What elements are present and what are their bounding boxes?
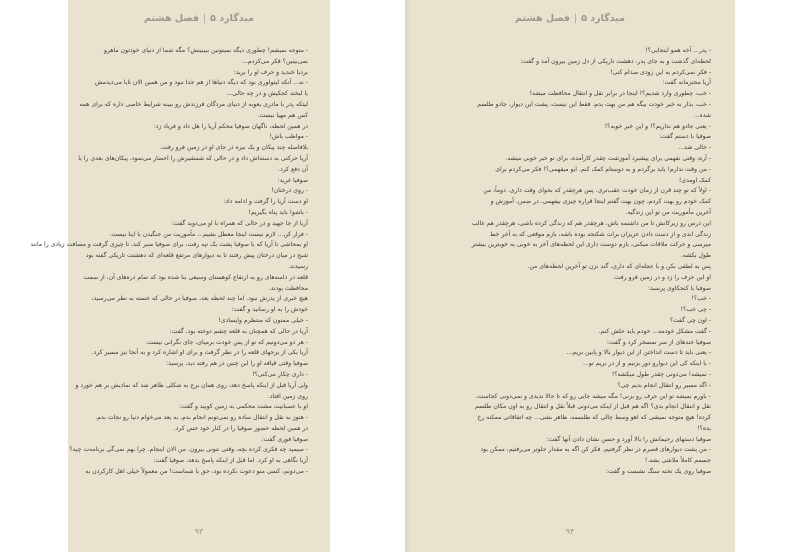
text-line: صوفیا دستهای رحیمانش را بالا آورد و حسن نشان دادن آنها گفت:: [546, 435, 711, 443]
text-line: بده؟!: [697, 424, 711, 432]
text-line: - چی خب؟!: [680, 306, 711, 314]
page-body-text: [431, 46, 711, 478]
text-line: - اگه مسیر رو انتقال انجام بدیم چی؟: [617, 381, 711, 389]
text-line: - من پشت دیوارهای قصرم در نظر گرفتیم. فکر کن اگه به مقدار جلوتر می‌رفتیم، ممکن بود: [480, 446, 711, 454]
text-line: - اون چی گفت؟: [669, 316, 711, 324]
text-line: در همین لحظه حضور صوفیا را در کنار خود حس کرد.: [173, 424, 308, 432]
page-number: ۹۳: [194, 527, 204, 536]
text-line: - پدر... آخه همو اینجایی؟!: [645, 47, 711, 54]
text-line: - خالی شد...: [678, 144, 711, 152]
text-line: - خب؟!: [691, 295, 711, 303]
text-line: - فرار کن... لازم نیست اینجا معطل بشیم... مأموریت من جنگیدن با اینا نیست.: [109, 230, 308, 238]
text-line: آخرین مأموریت من تو این زندگیه.: [625, 208, 711, 216]
left-book-page: [30, 0, 330, 552]
text-line: او این حرف را زد و در زمین فرو رفت.: [612, 273, 711, 281]
text-line: - گفت مشکل خودمه... خودم باید حلش کنم.: [598, 327, 711, 335]
text-line: پس به لطفی بکن و با عجله‌ای که داری، گند نزن تو آخرین لحظه‌های من.: [527, 262, 711, 270]
text-line: - آره، وقتی نفهمی برای پیشبرد آموزشت چقدر کارآمده، برای تو خبر خوبی میشه.: [505, 154, 711, 162]
text-line: صوفیا روی یک تخته سنگ نشست و گفت:: [606, 468, 711, 476]
text-line: زندگی اندی و از دست دادن عزیزان برات شکنجه بوده باشه، بازم موقعی که به آخر خط: [489, 230, 711, 238]
text-line: بردیا خندید و حرف او را برید:: [233, 68, 308, 76]
page-header: [68, 13, 330, 24]
text-line: کرده! هیچ متوجه نمیشی که اهو وسط چالی که طلسمه، ظاهر بشی... چه اتفاقاتی ممکنه رخ: [477, 414, 711, 422]
text-line: - یعنی جادو هم نداریم؟! و این خبر خوبه؟!: [604, 122, 711, 130]
text-line: او با عصبانیت مشت محکمی به زمین کوبید و گفت:: [179, 403, 308, 411]
text-line: - اولاً که تو چند قرن از زمان خودت عقب‌تری. پس هرچقدر که بخوای وقت داری. دوماً، من: [483, 187, 711, 195]
text-line: کمک خودم رو بهت کردم، چون بهت گفتم اینجا قراره چیزی بیفهمی. در ضمن، آموزش و: [490, 198, 711, 206]
text-line: او بمحاشی تا آریا که با صوفیا پشت یک تپه رفت، برای صوفیا صبر کند، تا چیزی گرفت و مسافت زیادی را مانند: [30, 241, 308, 249]
right-book-page: [405, 0, 735, 552]
text-line: - باورم نمیشه تو این حرف رو بزنی! مگه میشه جایی رو که تا حالا ندیدی و نمی‌دونی کجاست،: [475, 392, 711, 400]
text-line: آریا یکی از برجهای قلعه را در نظر گرفت و برای او اشاره کرد و به آنجا نیز مسیر کرد.: [91, 349, 308, 357]
text-line: آریا محترمانه گفت:: [662, 79, 711, 87]
header-title: میدگارد ۵: [581, 13, 625, 24]
text-line: - خیلی ممنون که منتظرم وایسادی!: [218, 316, 308, 324]
text-line: شبح در میان درختان پیش رفتند تا به دیوارهای مرتفع قلعه‌ای که دهشتت تاریکی گفته بود: [85, 252, 308, 260]
gutter-shadow: [405, 0, 411, 552]
text-line: - متوجه نمیشم! چطوری دیگه نمیتونین ببینینش؟ مگه شما از دنیای خودتون ماهرو: [104, 47, 308, 54]
text-line: - هر دو می‌دونیم که تو از پس خودت برمیای، جای نگرانی نیست.: [145, 338, 308, 346]
text-line: - مواظب باش!: [269, 133, 308, 141]
text-line: این درس رو زیرکانش تا من داشتمه باش، هرچقدر هم که زندگی کرده باشی، هرچقدر هم غالب: [471, 219, 711, 227]
text-line: رسیدند.: [288, 262, 308, 270]
text-line: صوفیا خندهای از سر تمسخر کرد و گفت:: [606, 338, 711, 346]
text-line: - باشو! باید پناه بگیریم!: [248, 208, 308, 216]
page-number: ۹۴: [565, 527, 575, 536]
text-line: - نه... آنکه لیتولوری بود که دیگه دنیاها از هم جدا نبود و من همین الان تایا می‌دیدمش: [94, 79, 308, 87]
text-line: - یعنی باید تا دست انداختن از این دیوار بالا و پایین بریم...: [566, 349, 711, 357]
text-line: لیتکه پدر با مادری بعوبه از دنیای مردگان فرزندش رو ببینه شرایط خاصی داره که برای همه: [79, 100, 308, 108]
text-line: قلعه در دامنه‌های رو به ارتفاع کوهستان وسیعی بنا شده بود که تمام دره‌های آن، از سمت: [83, 273, 308, 281]
text-line: کس هم مهیا نیست.: [257, 111, 308, 119]
text-line: نقل و انتقال انجام بدی؟ اگه هم قبل از اینکه می‌دونی قبلاً نقل و انتقال رو به اون مکان طلسم: [475, 403, 711, 411]
text-line: - من وقت ندارم! باید برگردم و به دوستام کمک کنم. ایو میفهمی؟! فکر می‌کردم برای: [495, 165, 711, 173]
text-line: صوفیا فوری گفت:: [261, 435, 308, 443]
text-line: نمی‌بینین؟ فکر می‌کردم...: [242, 57, 308, 65]
header-chapter: فصل هشتم: [515, 13, 570, 24]
text-line: صوفیا با کنجکاوی پرسید:: [647, 284, 711, 292]
text-line: جسمم کاملاً ملاشی بشه.!: [644, 457, 711, 465]
text-line: - با اینکه کی این دیوارو دور بزنیم و از در بریم تو...: [583, 360, 711, 368]
text-line: شده...: [693, 111, 711, 119]
text-line: بلافاصله چند پیکان و یک نیزه در جای او در زمین فرو رفت.: [159, 144, 308, 152]
text-line: محافظت بودند.: [268, 284, 308, 292]
text-line: - نمیشه! می‌دونی چقدر طول میکشه؟!: [611, 370, 711, 378]
text-line: آریا حرکتی به دسته‌اش داد و در حالی که شمشیرش را احضار می‌نمود، پیکان‌های بعدی را با: [78, 154, 308, 162]
text-line: - داری چکار می‌کنی؟!: [252, 370, 308, 378]
header-chapter: فصل هشتم: [144, 13, 199, 24]
page-header: [405, 13, 735, 24]
text-line: آریا از جا جهید و در حالی که همراه با او می‌دوید گفت:: [171, 219, 308, 227]
text-line: - روی درختان!: [271, 187, 308, 195]
text-line: - خب، چطوری وارد شدیم؟! اینجا در برابر نقل و انتقال محافظت میشه!: [529, 90, 711, 98]
text-line: میرسی و حرکت ملاقات میکنی، بازم دوست داری این لحظه‌های آخر به خوبی به خوبترین بیشتر: [471, 241, 711, 249]
header-separator: |: [573, 13, 578, 24]
header-title: میدگارد ۵: [210, 13, 254, 24]
text-line: آن دفع کرد.: [278, 165, 308, 173]
text-line: صوفیا با دستم گفت:: [658, 133, 711, 141]
text-line: هیچ خبری از پدرش نبود. اما چند لحظه بعد، صوفیا در حالی که خسته به نظر می‌رسید،: [91, 295, 308, 303]
text-line: روی زمین افتاد.: [267, 392, 308, 400]
text-line: کمک اومدی!: [678, 176, 711, 184]
text-line: او دست آریا را گرفت و ادامه داد:: [223, 198, 308, 206]
text-line: - سیمید چه فکری کرده بچه، وقتی نتونی بیرون. من الان اینجام. چرا بهم نمی‌گی برنامه‌ت چیه؟: [69, 446, 308, 454]
text-line: - خب، بذار به خیر خودت بیگه هم من بهت بدم. فقط این نیست، پشت این دیوار، جادو طلسم: [477, 100, 711, 108]
text-line: آریا در حالی که همچنان به قلعه چشم دوخته بود، گفت:: [169, 327, 308, 335]
header-separator: |: [202, 13, 207, 24]
page-body-text: [30, 46, 308, 478]
text-line: آریا نگاهی به او کرد. اما قبل از اینکه پاسخ بدهد، صوفیا گفت:: [153, 457, 308, 465]
text-line: خودش را به او رسانید و گفت:: [231, 306, 308, 314]
text-line: ولی آریا قبل از اینکه پاسخ دهد، روی همان برج به شکلی ظاهر شد که نمادیش بر هم خورد و: [75, 381, 308, 389]
text-line: صوفیا وقتی قیافه او را این چنین در هم رفته دید، پرسید:: [166, 360, 308, 368]
text-line: لحظه‌ای گذشت و به جای پدر، دهشت تاریکی از دل زمین بیرون آمد و گفت:: [520, 57, 711, 65]
text-line: - می‌دونم، کسی منو دعوت نکرده بود، حق با شماست! من معمولاً خیلی اهل کارکردن به: [85, 468, 308, 476]
text-line: - هنوز به نقل و انتقال ساده رو نمی‌تونم انجام بدم. به بعد می‌خوام دنیا رو نجات بدم.: [95, 414, 308, 422]
text-line: صوفیا غرید:: [277, 176, 308, 184]
text-line: در همین لحظه، ناگهان صوفیا محکم آریا را هل داد و فریاد زد:: [153, 122, 308, 130]
text-line: طول بکشه.: [680, 252, 711, 260]
text-line: - فکر نمی‌کردم به این زودی صدام کنی!: [610, 68, 711, 76]
text-line: با لبخند کجکیش و در چه حالی...: [226, 90, 308, 98]
